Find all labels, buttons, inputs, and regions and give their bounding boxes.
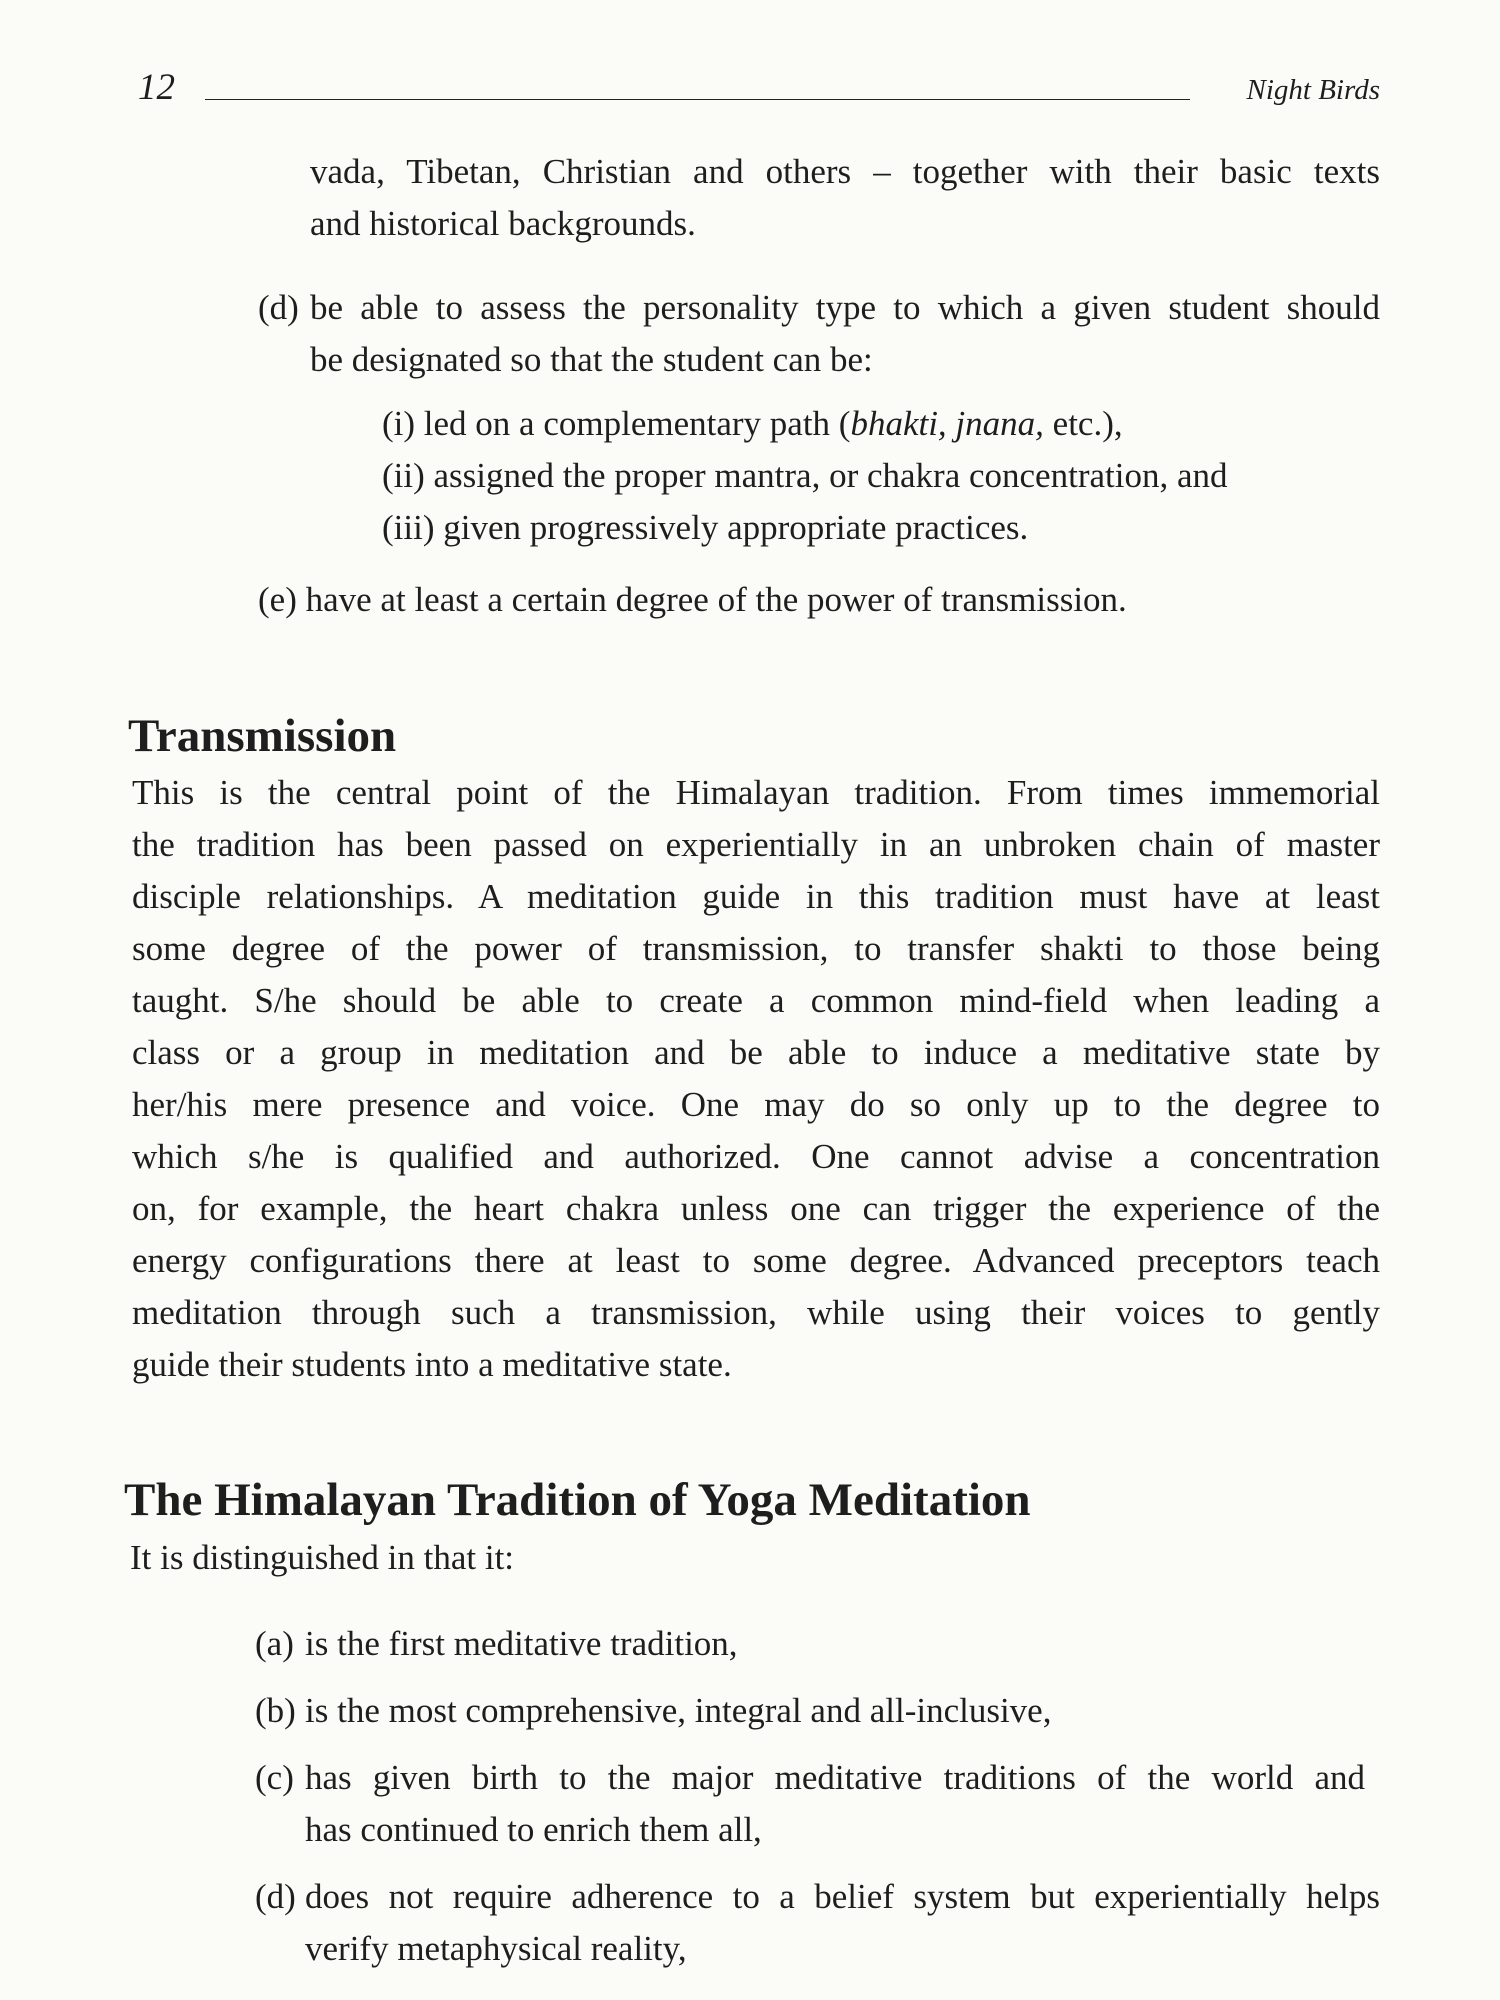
continued-line: and historical backgrounds. bbox=[310, 204, 696, 243]
paragraph-line: disciple relationships. A meditation guide in this tradition must have at least bbox=[132, 877, 1380, 916]
list-item bbox=[255, 1752, 1380, 1856]
sub-item-text: assigned the proper mantra, or chakra concentration, and bbox=[433, 456, 1228, 495]
paragraph-line: energy configurations there at least to some degree. Advanced preceptors teach bbox=[132, 1241, 1380, 1280]
sub-item bbox=[382, 398, 1382, 450]
list-item-e bbox=[258, 574, 1380, 626]
header-rule bbox=[205, 99, 1190, 100]
sub-list bbox=[382, 398, 1382, 554]
transmission-paragraph bbox=[132, 767, 1380, 1391]
item-label: (d) bbox=[255, 1877, 296, 1916]
item-label: (a) bbox=[255, 1624, 294, 1663]
paragraph-line: her/his mere presence and voice. One may do so only up to the degree to bbox=[132, 1085, 1380, 1124]
paragraph-line: on, for example, the heart chakra unless one can trigger the experience of the bbox=[132, 1189, 1380, 1228]
section-heading-transmission: Transmission bbox=[128, 710, 397, 762]
sub-item-label: (ii) bbox=[382, 456, 425, 495]
item-label: (b) bbox=[255, 1691, 296, 1730]
paragraph-line: This is the central point of the Himalayan tradition. From times immemorial bbox=[132, 773, 1380, 812]
item-label: (c) bbox=[255, 1758, 294, 1797]
sub-item-text-pre: led on a complementary path ( bbox=[423, 404, 851, 443]
item-text: does not require adherence to a belief system but experientially helps bbox=[305, 1877, 1380, 1916]
himalayan-list bbox=[255, 1618, 1380, 1975]
list-item bbox=[255, 1685, 1380, 1737]
running-title: Night Birds bbox=[1246, 74, 1380, 106]
item-text: is the most comprehensive, integral and all-inclusive, bbox=[305, 1691, 1052, 1730]
item-text: verify metaphysical reality, bbox=[305, 1929, 687, 1968]
item-text: has given birth to the major meditative traditions of the world and bbox=[305, 1758, 1365, 1797]
list-item bbox=[255, 1618, 1380, 1670]
sub-item bbox=[382, 502, 1382, 554]
paragraph-line: class or a group in meditation and be able to induce a meditative state by bbox=[132, 1033, 1380, 1072]
page-header bbox=[130, 66, 1380, 110]
paragraph-line: some degree of the power of transmission, to transfer shakti to those being bbox=[132, 929, 1380, 968]
continued-line: vada, Tibetan, Christian and others – together with their basic texts bbox=[310, 152, 1380, 191]
paragraph-line: meditation through such a transmission, while using their voices to gently bbox=[132, 1293, 1380, 1332]
himalayan-intro: It is distinguished in that it: bbox=[130, 1538, 515, 1577]
sub-item bbox=[382, 450, 1382, 502]
item-text: has continued to enrich them all, bbox=[305, 1810, 762, 1849]
sub-item-italic: bhakti, jnana, bbox=[850, 404, 1044, 443]
list-item bbox=[255, 1871, 1380, 1975]
sub-item-text: given progressively appropriate practices. bbox=[443, 508, 1029, 547]
paragraph-line: which s/he is qualified and authorized. One cannot advise a concentration bbox=[132, 1137, 1380, 1176]
item-text: is the first meditative tradition, bbox=[305, 1624, 738, 1663]
item-label: (e) bbox=[258, 580, 297, 619]
item-text: be able to assess the personality type to which a given student should bbox=[310, 288, 1380, 327]
continued-item bbox=[310, 146, 1380, 250]
item-text: have at least a certain degree of the power of transmission. bbox=[305, 580, 1127, 619]
item-text: be designated so that the student can be: bbox=[310, 340, 873, 379]
paragraph-line: taught. S/he should be able to create a common mind-field when leading a bbox=[132, 981, 1380, 1020]
sub-item-text-post: etc.), bbox=[1043, 404, 1123, 443]
sub-item-label: (i) bbox=[382, 404, 416, 443]
page-number: 12 bbox=[138, 67, 175, 108]
paragraph-line: the tradition has been passed on experientially in an unbroken chain of master bbox=[132, 825, 1380, 864]
section-heading-himalayan: The Himalayan Tradition of Yoga Meditation bbox=[124, 1474, 1031, 1526]
item-label: (d) bbox=[258, 288, 299, 327]
sub-item-label: (iii) bbox=[382, 508, 435, 547]
list-item-d bbox=[258, 282, 1380, 386]
paragraph-line: guide their students into a meditative state. bbox=[132, 1345, 732, 1384]
